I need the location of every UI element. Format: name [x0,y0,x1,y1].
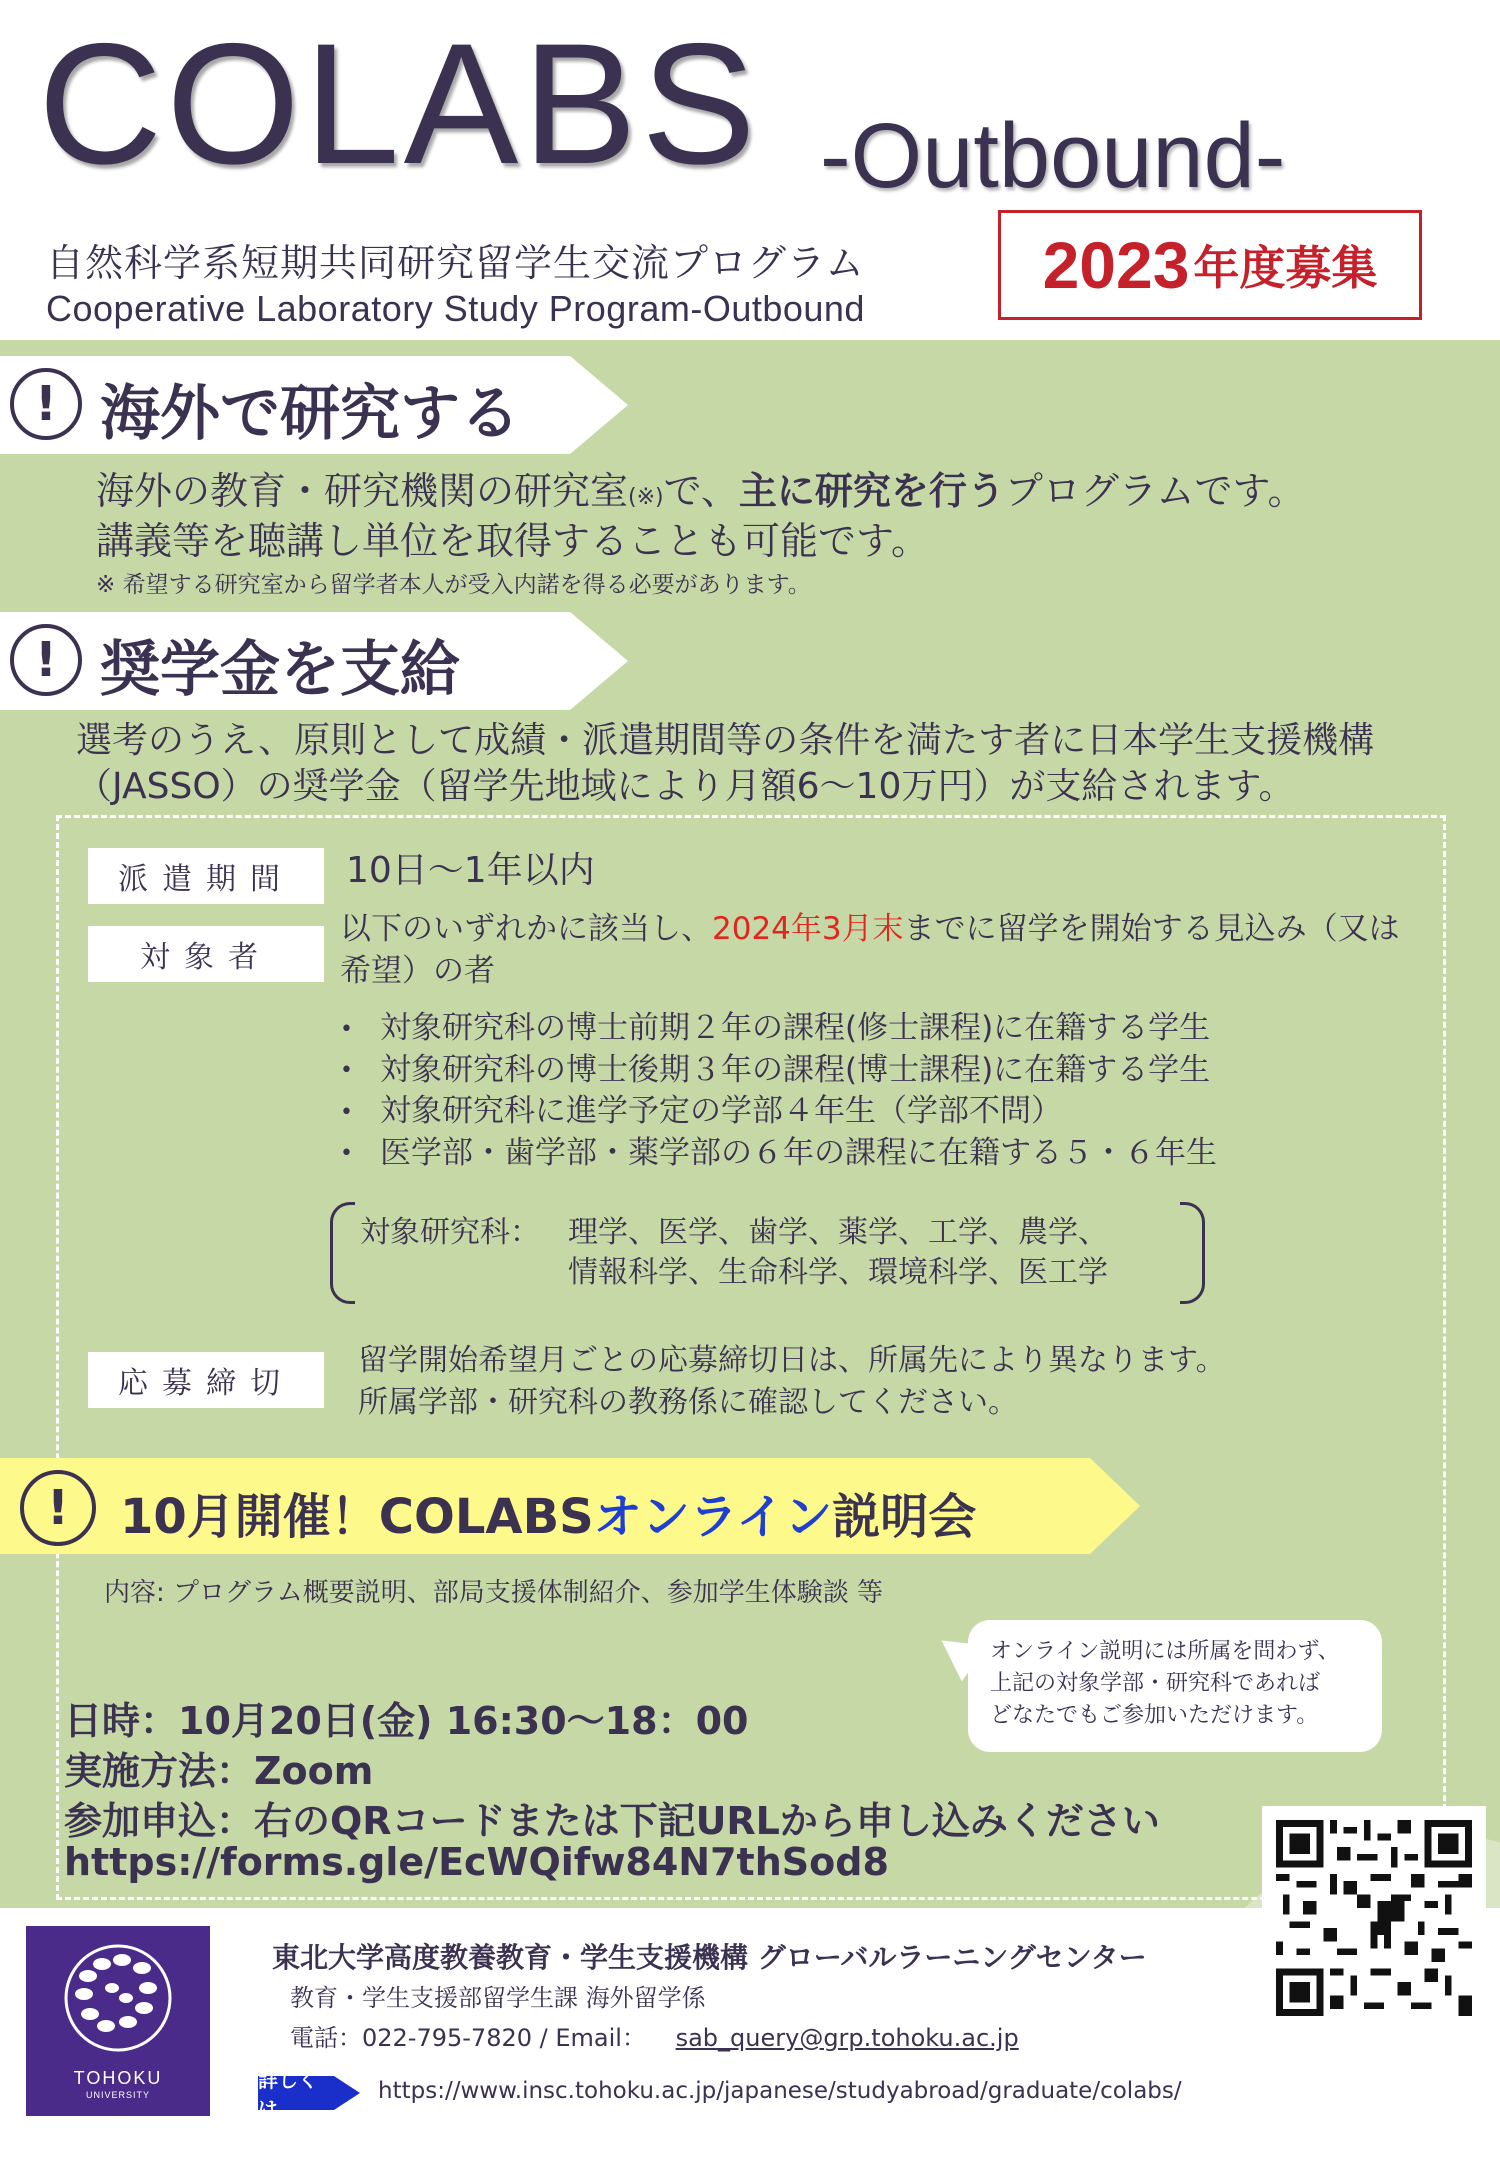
exclamation-icon: ! [10,368,82,440]
section-scholarship-line2: （JASSO）の奨学金（留学先地域により月額6～10万円）が支給されます。 [76,766,1295,807]
note-mark: (※) [628,485,664,510]
event-url-link[interactable]: https://forms.gle/EcWQifw84N7thSod8 [64,1840,889,1884]
program-name-jp: 自然科学系短期共同研究留学生交流プログラム [46,241,865,285]
target-line1: 以下のいずれかに該当し、2024年3月末までに留学を開始する見込み（又は [340,911,1400,947]
section-research-heading: 海外で研究する [100,379,520,449]
event-contents: 内容: プログラム概要説明、部局支援体制紹介、参加学生体験談 等 [104,1578,884,1608]
online-highlight: オンライン [593,1489,833,1545]
list-item: • 対象研究科の博士後期３年の課程(博士課程)に在籍する学生 [340,1050,1217,1092]
deadline-line2: 所属学部・研究科の教務係に確認してください。 [358,1385,1018,1420]
period-value: 10日～1年以内 [346,850,595,891]
year-number: 2023 [1042,228,1190,302]
footer-contact: 電話：022-795-7820 / Email： sab_query@grp.tohoku.ac.jp [290,2024,1019,2052]
section-research-banner [0,356,628,454]
target-label: 対象者 [88,926,324,982]
target-line2: 希望）の者 [340,953,495,989]
footer-department: 教育・学生支援部留学生課 海外留学係 [290,1984,706,2012]
section-research-line2: 講義等を聴講し単位を取得することも可能です。 [96,519,929,563]
logo-subtext: UNIVERSITY [85,2090,150,2100]
bracket-right [1180,1202,1205,1304]
eligibility-list [340,1008,1217,1174]
list-item: • 対象研究科の博士前期２年の課程(修士課程)に在籍する学生 [340,1008,1217,1050]
event-heading: 10月開催！COLABSオンライン説明会 [120,1489,977,1545]
more-info-badge: 詳しくは [258,2076,334,2110]
deadline-date-highlight: 2024年3月末 [712,911,904,947]
bracket-left [330,1202,355,1304]
footer-organization: 東北大学高度教養教育・学生支援機構 グローバルラーニングセンター [272,1941,1147,1974]
bush-clover-emblem-icon [26,1926,210,2066]
deadline-label: 応募締切 [88,1352,324,1408]
section-scholarship-line1: 選考のうえ、原則として成績・派遣期間等の条件を満たす者に日本学生支援機構 [76,720,1375,761]
qr-code-icon [1276,1820,1472,2016]
year-suffix: 年度募集 [1193,241,1378,295]
more-info-url-link[interactable]: https://www.insc.tohoku.ac.jp/japanese/studyabroad/graduate/colabs/ [378,2078,1182,2104]
section-research-line1: 海外の教育・研究機関の研究室(※)で、主に研究を行うプログラムです。 [96,469,1306,513]
fields-label: 対象研究科： [360,1215,540,1250]
section-research-footnote: ※ 希望する研究室から留学者本人が受入内諾を得る必要があります。 [96,572,811,598]
title-main: COLABS [38,8,760,200]
recruitment-year-badge [998,210,1422,320]
list-item: • 医学部・歯学部・薬学部の６年の課程に在籍する５・６年生 [340,1133,1217,1175]
period-label: 派遣期間 [88,848,324,904]
list-item: • 対象研究科に進学予定の学部４年生（学部不問） [340,1091,1217,1133]
section-scholarship-banner [0,612,628,710]
title-suffix: -Outbound- [820,105,1286,207]
fields-line2: 情報科学、生命科学、環境科学、医工学 [568,1255,1108,1290]
speech-bubble-text: オンライン説明には所属を問わず、 上記の対象学部・研究科であれば どなたでもご参加いただけます。 [990,1639,1340,1728]
arrow-right-icon [334,2076,360,2110]
deadline-line1: 留学開始希望月ごとの応募締切日は、所属先により異なります。 [358,1343,1226,1378]
fields-line1: 理学、医学、歯学、薬学、工学、農学、 [568,1215,1108,1250]
event-datetime: 日時：10月20日(金) 16:30～18：00 [64,1699,749,1743]
logo-text: TOHOKU [73,2068,163,2088]
event-method: 実施方法：Zoom [64,1749,374,1793]
emphasis-text: 主に研究を行う [738,469,1005,513]
qr-code[interactable] [1262,1806,1486,2030]
email-link[interactable]: sab_query@grp.tohoku.ac.jp [675,2024,1019,2052]
tohoku-university-logo [26,1926,210,2116]
program-name-en: Cooperative Laboratory Study Program-Outbound [46,288,865,329]
event-apply: 参加申込：右のQRコードまたは下記URLから申し込みください [64,1799,1160,1843]
section-scholarship-heading: 奨学金を支給 [100,635,460,705]
exclamation-icon: ! [20,1470,96,1546]
exclamation-icon: ! [10,624,82,696]
